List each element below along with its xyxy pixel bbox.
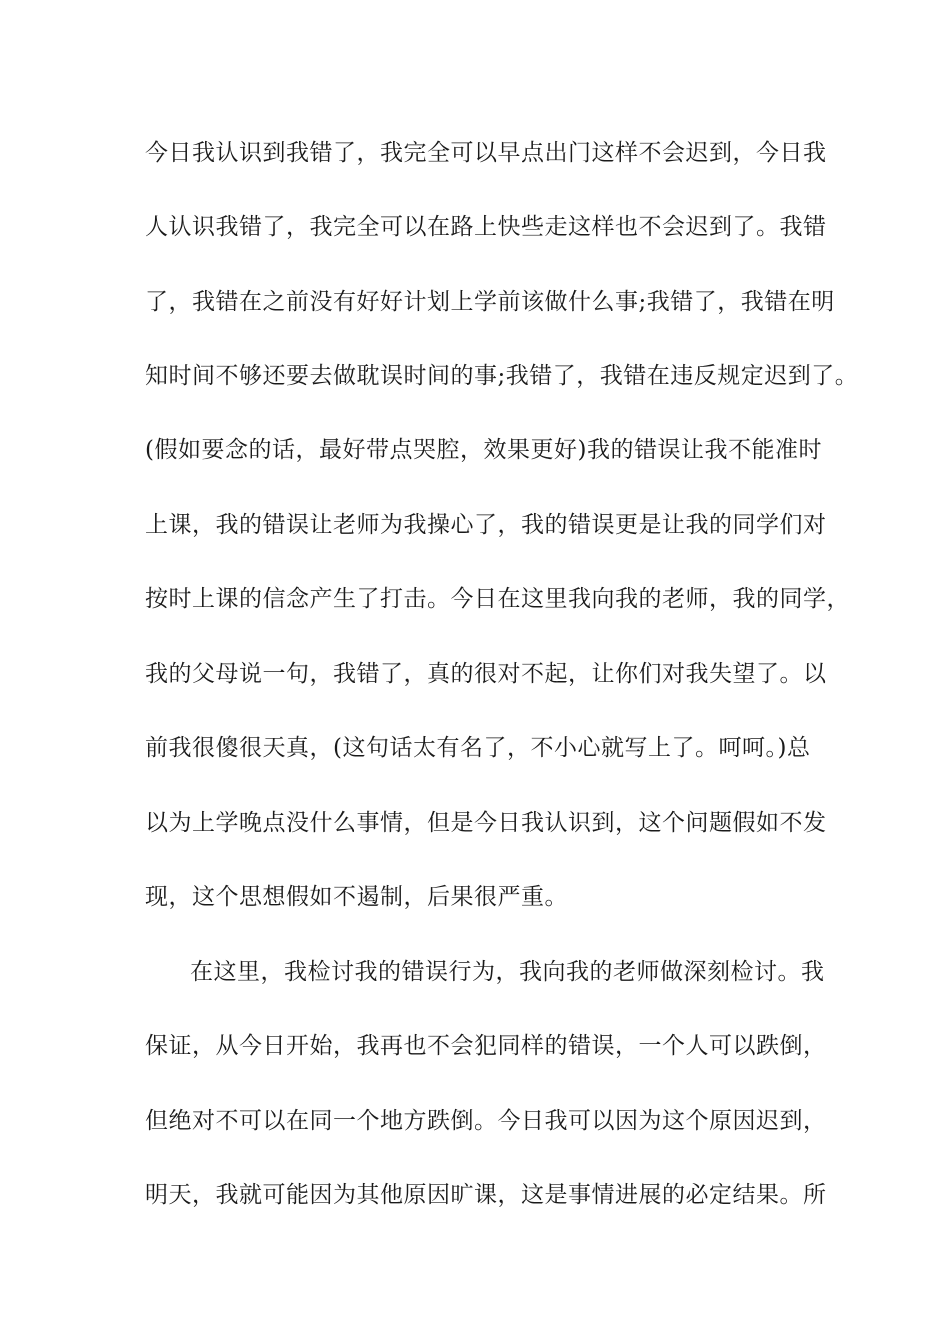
text-line: 但绝对不可以在同一个地方跌倒。今日我可以因为这个原因迟到， bbox=[145, 1108, 827, 1134]
text-line: 保证，从今日开始，我再也不会犯同样的错误，一个人可以跌倒， bbox=[145, 1033, 827, 1059]
text-line: 以为上学晚点没什么事情，但是今日我认识到，这个问题假如不发 bbox=[145, 810, 827, 836]
text-line: 了，我错在之前没有好好计划上学前该做什么事;我错了，我错在明 bbox=[145, 289, 835, 315]
text-line: 按时上课的信念产生了打击。今日在这里我向我的老师，我的同学， bbox=[145, 586, 850, 612]
text-line: 今日我认识到我错了，我完全可以早点出门这样不会迟到，今日我 bbox=[145, 140, 827, 166]
text-line: 上课，我的错误让老师为我操心了，我的错误更是让我的同学们对 bbox=[145, 512, 827, 538]
text-line: 我的父母说一句，我错了，真的很对不起，让你们对我失望了。以 bbox=[145, 661, 827, 687]
text-line: 人认识我错了，我完全可以在路上快些走这样也不会迟到了。我错 bbox=[145, 214, 827, 240]
text-line: (假如要念的话，最好带点哭腔，效果更好)我的错误让我不能准时 bbox=[145, 437, 822, 463]
text-line-indented: 在这里，我检讨我的错误行为，我向我的老师做深刻检讨。我 bbox=[190, 959, 825, 985]
text-line: 明天，我就可能因为其他原因旷课，这是事情进展的必定结果。所 bbox=[145, 1182, 827, 1208]
text-line: 知时间不够还要去做耽误时间的事;我错了，我错在违反规定迟到了。 bbox=[145, 363, 859, 389]
text-line: 现，这个思想假如不遏制，后果很严重。 bbox=[145, 884, 568, 910]
text-line: 前我很傻很天真，(这句话太有名了，不小心就写上了。呵呵。)总 bbox=[145, 735, 811, 761]
